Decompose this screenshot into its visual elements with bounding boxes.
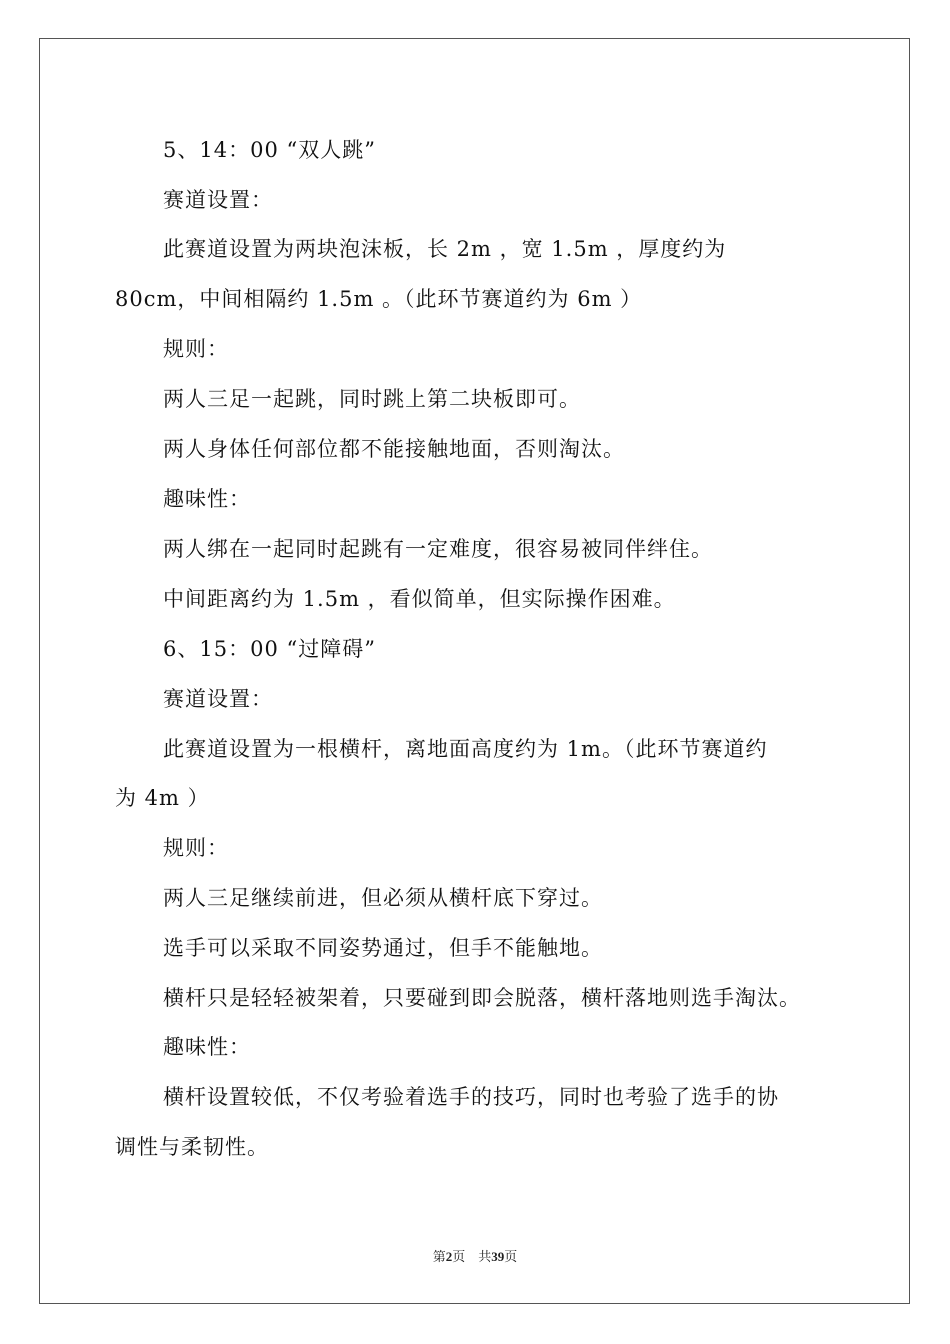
page-footer [0,1246,950,1265]
paragraph-line: 两人三足一起跳，同时跳上第二块板即可。 [163,387,581,411]
paragraph-line: 调性与柔韧性。 [115,1135,269,1159]
fun-label: 趣味性： [163,487,251,511]
page-border [39,38,910,1304]
section-6-heading: 6、15：00 “过障碍” [163,637,376,661]
paragraph-line: 横杆只是轻轻被架着，只要碰到即会脱落，横杆落地则选手淘汰。 [163,986,801,1010]
paragraph-line: 两人绑在一起同时起跳有一定难度，很容易被同伴绊住。 [163,537,713,561]
fun-label: 趣味性： [163,1035,251,1059]
footer-prefix: 第 [432,1249,446,1264]
paragraph-line: 80cm，中间相隔约 1.5m 。（此环节赛道约为 6m ） [115,287,643,311]
footer-suffix: 页 [504,1249,518,1264]
paragraph-line: 两人身体任何部位都不能接触地面，否则淘汰。 [163,437,625,461]
paragraph-line: 横杆设置较低，不仅考验着选手的技巧，同时也考验了选手的协 [163,1085,779,1109]
total-page-count: 39 [491,1249,505,1264]
rules-label: 规则： [163,836,229,860]
paragraph-line: 选手可以采取不同姿势通过，但手不能触地。 [163,936,603,960]
paragraph-line: 中间距离约为 1.5m ，看似简单，但实际操作困难。 [163,587,676,611]
paragraph-line: 此赛道设置为两块泡沫板，长 2m ，宽 1.5m ，厚度约为 [163,237,727,261]
current-page-number: 2 [445,1249,453,1264]
section-5-heading: 5、14：00 “双人跳” [163,138,376,162]
paragraph-line: 为 4m ） [115,786,210,810]
track-setup-label: 赛道设置： [163,188,273,212]
paragraph-line: 两人三足继续前进，但必须从横杆底下穿过。 [163,886,603,910]
paragraph-line: 此赛道设置为一根横杆，离地面高度约为 1m。（此环节赛道约 [163,737,768,761]
rules-label: 规则： [163,337,229,361]
footer-middle: 页 共 [452,1249,492,1264]
track-setup-label: 赛道设置： [163,687,273,711]
